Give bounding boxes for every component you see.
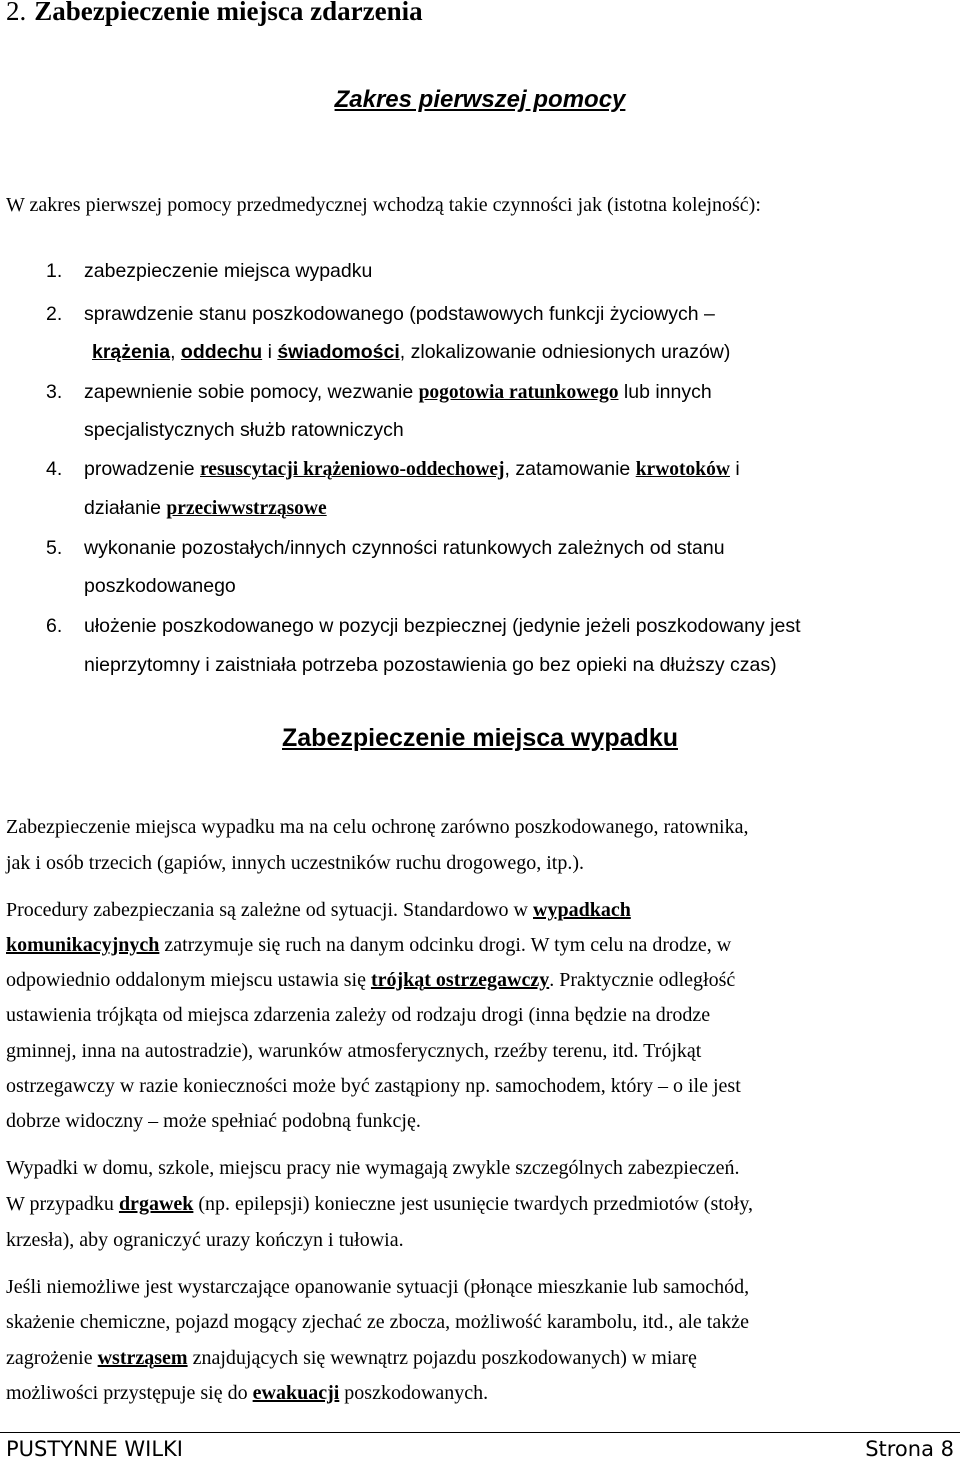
list-text: i — [729, 458, 740, 480]
paragraph-text: poszkodowanych. — [339, 1382, 489, 1404]
paragraph-line: gminnej, inna na autostradzie), warunków atmosferycznych, rzeźby terenu, itd. Trójkąt — [6, 1040, 702, 1062]
list-item-continuation — [84, 497, 327, 520]
list-item — [46, 303, 715, 326]
paragraph-line — [6, 1193, 753, 1216]
list-text: , — [170, 341, 181, 363]
list-item-continuation: poszkodowanego — [84, 575, 236, 597]
list-text: ułożenie poszkodowanego w pozycji bezpiecznej (jedynie jeżeli poszkodowany jest — [84, 615, 801, 637]
paragraph-line: skażenie chemiczne, pojazd mogący zjechać ze zbocza, możliwość karambolu, itd., ale także — [6, 1311, 749, 1333]
paragraph-line — [6, 1382, 488, 1405]
list-text: wykonanie pozostałych/innych czynności ratunkowych zależnych od stanu — [84, 537, 725, 559]
list-number: 4. — [46, 458, 63, 480]
paragraph-text: zatrzymuje się ruch na danym odcinku drogi. W tym celu na drodze, w — [159, 934, 732, 956]
list-number: 5. — [46, 537, 63, 559]
link-przeciwwstrzasowe[interactable]: przeciwwstrząsowe — [166, 498, 327, 519]
list-text: sprawdzenie stanu poszkodowanego (podstawowych funkcji życiowych – — [84, 303, 715, 325]
paragraph-line — [6, 1347, 697, 1370]
list-item-continuation — [92, 341, 730, 364]
paragraph-line: dobrze widoczny – może spełniać podobną funkcję. — [6, 1110, 421, 1132]
list-item — [46, 458, 740, 481]
list-text: i — [262, 341, 278, 363]
list-number: 3. — [46, 381, 63, 403]
section-number: 2. — [6, 0, 27, 26]
paragraph-line: ustawienia trójkąta od miejsca zdarzenia zależy od rodzaju drogi (inna będzie na drodze — [6, 1004, 711, 1026]
link-drgawek[interactable]: drgawek — [118, 1193, 194, 1215]
paragraph-line — [6, 899, 631, 922]
link-oddechu[interactable]: oddechu — [180, 341, 263, 363]
heading-accident-site-safety: Zabezpieczenie miejsca wypadku — [282, 724, 678, 752]
paragraph-text: zagrożenie — [6, 1347, 98, 1369]
link-wstrzasem[interactable]: wstrząsem — [97, 1347, 188, 1369]
link-wypadkach[interactable]: wypadkach — [533, 899, 631, 921]
paragraph-line: Wypadki w domu, szkole, miejscu pracy nie wymagają zwykle szczególnych zabezpieczeń. — [6, 1157, 740, 1179]
list-number: 1. — [46, 260, 63, 282]
link-swiadomosci[interactable]: świadomości — [277, 341, 400, 363]
list-number: 2. — [46, 303, 63, 325]
paragraph-line: Zabezpieczenie miejsca wypadku ma na celu ochronę zarówno poszkodowanego, ratownika, — [6, 816, 749, 838]
heading-first-aid-scope: Zakres pierwszej pomocy — [334, 86, 626, 113]
paragraph-line — [6, 969, 735, 992]
list-item — [46, 260, 372, 283]
paragraph-line: Jeśli niemożliwe jest wystarczające opanowanie sytuacji (płonące mieszkanie lub samochód, — [6, 1276, 750, 1298]
list-item-continuation: nieprzytomny i zaistniała potrzeba pozostawienia go bez opieki na dłuższy czas) — [84, 654, 777, 676]
paragraph-text: W przypadku — [6, 1193, 119, 1215]
link-komunikacyjnych[interactable]: komunikacyjnych — [6, 934, 160, 956]
list-item — [46, 537, 725, 560]
list-text: działanie — [84, 497, 167, 519]
paragraph-text: znajdujących się wewnątrz pojazdu poszkodowanych) w miarę — [187, 1347, 697, 1369]
intro-paragraph: W zakres pierwszej pomocy przedmedycznej wchodzą takie czynności jak (istotna kolejność): — [6, 194, 761, 216]
paragraph-text: odpowiednio oddalonym miejscu ustawia się — [6, 969, 371, 991]
paragraph-line: krzesła), aby ograniczyć urazy kończyn i tułowia. — [6, 1229, 404, 1251]
link-krwotokow[interactable]: krwotoków — [635, 459, 730, 480]
paragraph-text: (np. epilepsji) konieczne jest usunięcie twardych przedmiotów (stoły, — [193, 1193, 754, 1215]
list-text: zapewnienie sobie pomocy, wezwanie — [84, 381, 419, 403]
list-text: , zatamowanie — [504, 458, 636, 480]
paragraph-line: ostrzegawczy w razie konieczności może być zastąpiony np. samochodem, który – o ile jest — [6, 1075, 741, 1097]
paragraph-line: jak i osób trzecich (gapiów, innych uczestników ruchu drogowego, itp.). — [6, 852, 584, 874]
list-text: prowadzenie — [84, 458, 200, 480]
link-trojkat-ostrzegawczy[interactable]: trójkąt ostrzegawczy — [370, 969, 550, 991]
link-pogotowia-ratunkowego[interactable]: pogotowia ratunkowego — [418, 382, 619, 403]
paragraph-text: . Praktycznie odległość — [549, 969, 736, 991]
list-number: 6. — [46, 615, 63, 637]
list-item — [46, 381, 712, 404]
link-resuscytacji[interactable]: resuscytacji krążeniowo-oddechowej — [200, 459, 505, 480]
paragraph-line — [6, 934, 731, 957]
paragraph-text: Procedury zabezpieczania są zależne od sytuacji. Standardowo w — [6, 899, 533, 921]
paragraph-text: możliwości przystępuje się do — [6, 1382, 253, 1404]
list-text: , zlokalizowanie odniesionych urazów) — [399, 341, 731, 363]
section-title — [6, 0, 423, 27]
list-text: lub innych — [618, 381, 712, 403]
link-krazenia[interactable]: krążenia — [92, 341, 171, 363]
list-item — [46, 615, 801, 638]
list-item-continuation: specjalistycznych służb ratowniczych — [84, 419, 404, 441]
footer-org-name: PUSTYNNE WILKI — [6, 1437, 184, 1461]
list-text: zabezpieczenie miejsca wypadku — [84, 260, 373, 282]
link-ewakuacji[interactable]: ewakuacji — [252, 1382, 340, 1404]
footer-divider — [0, 1432, 960, 1433]
section-title-text: Zabezpieczenie miejsca zdarzenia — [34, 0, 423, 26]
footer-page-number: Strona 8 — [865, 1437, 954, 1461]
